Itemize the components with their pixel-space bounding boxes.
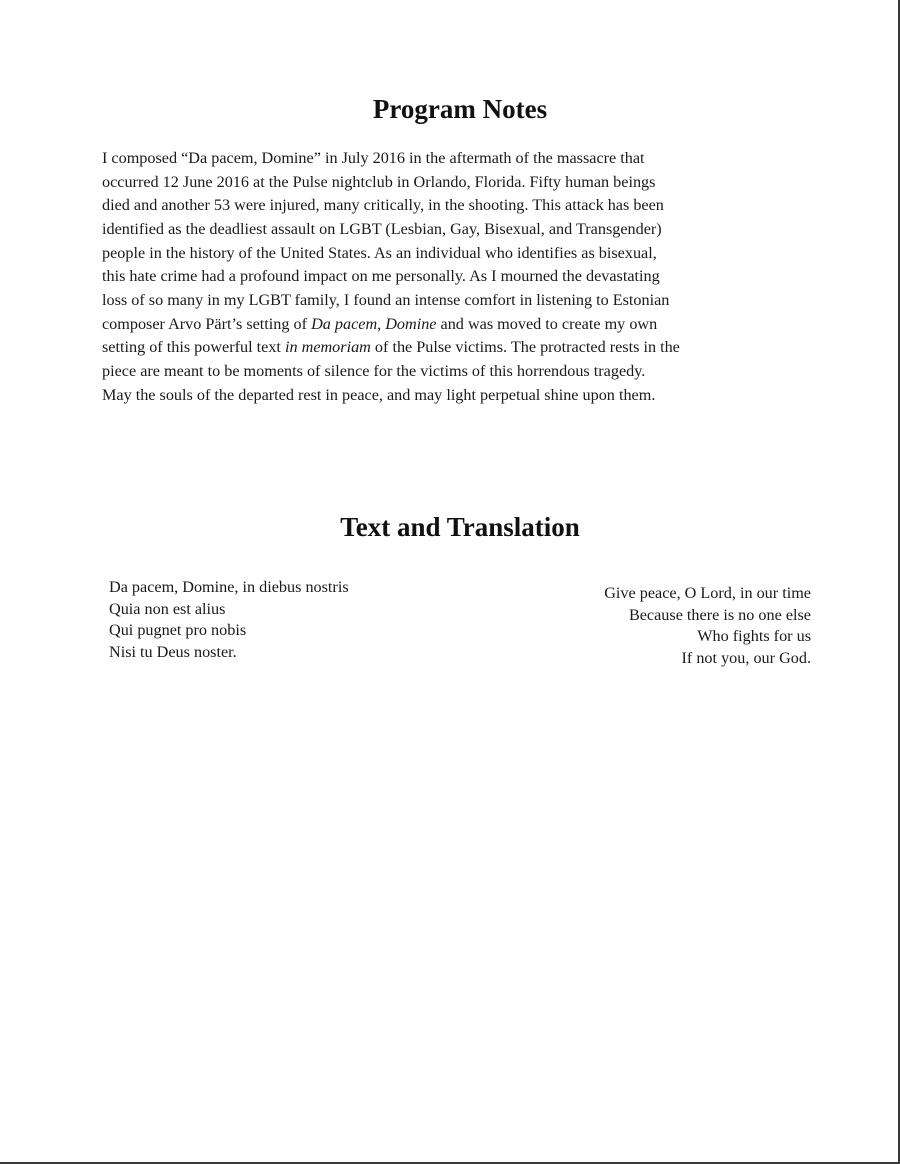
notes-line: occurred 12 June 2016 at the Pulse nightclub in Orlando, Florida. Fifty human beings bbox=[102, 172, 656, 191]
notes-line: loss of so many in my LGBT family, I found an intense comfort in listening to Estonian bbox=[102, 290, 670, 309]
notes-line: this hate crime had a profound impact on me personally. As I mourned the devastating bbox=[102, 267, 660, 286]
notes-text: composer Arvo Pärt’s setting of bbox=[102, 314, 312, 333]
english-verse-line: Who fights for us bbox=[697, 627, 811, 645]
notes-line: people in the history of the United States. As an individual who identifies as bisexual, bbox=[102, 243, 657, 262]
notes-line: I composed “Da pacem, Domine” in July 2016 in the aftermath of the massacre that bbox=[102, 149, 645, 167]
latin-text-column bbox=[109, 577, 349, 663]
english-translation-column bbox=[604, 583, 811, 669]
notes-line: May the souls of the departed rest in peace, and may light perpetual shine upon them. bbox=[102, 385, 656, 404]
latin-verse-line: Da pacem, Domine, in diebus nostris bbox=[109, 578, 349, 596]
program-notes-heading: Program Notes bbox=[372, 94, 548, 124]
latin-verse-line: Nisi tu Deus noster. bbox=[109, 642, 237, 661]
notes-line: died and another 53 were injured, many critically, in the shooting. This attack has been bbox=[102, 196, 664, 215]
notes-line: piece are meant to be moments of silence for the victims of this horrendous tragedy. bbox=[102, 361, 646, 380]
work-title-italic: Da pacem, Domine bbox=[311, 314, 437, 333]
text-and-translation-heading: Text and Translation bbox=[340, 512, 580, 542]
notes-line: identified as the deadliest assault on LGBT (Lesbian, Gay, Bisexual, and Transgender) bbox=[102, 219, 662, 238]
latin-verse-line: Quia non est alius bbox=[109, 599, 226, 618]
notes-text: of the Pulse victims. The protracted rests in the bbox=[370, 338, 680, 357]
notes-text: setting of this powerful text bbox=[102, 338, 285, 357]
latin-verse-line: Qui pugnet pro nobis bbox=[109, 621, 247, 639]
english-verse-line: Because there is no one else bbox=[628, 605, 811, 624]
notes-line bbox=[102, 313, 802, 337]
latin-phrase-italic: in memoriam bbox=[284, 338, 371, 357]
program-notes-paragraph bbox=[102, 147, 802, 407]
notes-line bbox=[102, 336, 802, 360]
notes-text: and was moved to create my own bbox=[436, 314, 658, 333]
english-verse-line: If not you, our God. bbox=[681, 648, 811, 667]
english-verse-line: Give peace, O Lord, in our time bbox=[604, 584, 811, 602]
